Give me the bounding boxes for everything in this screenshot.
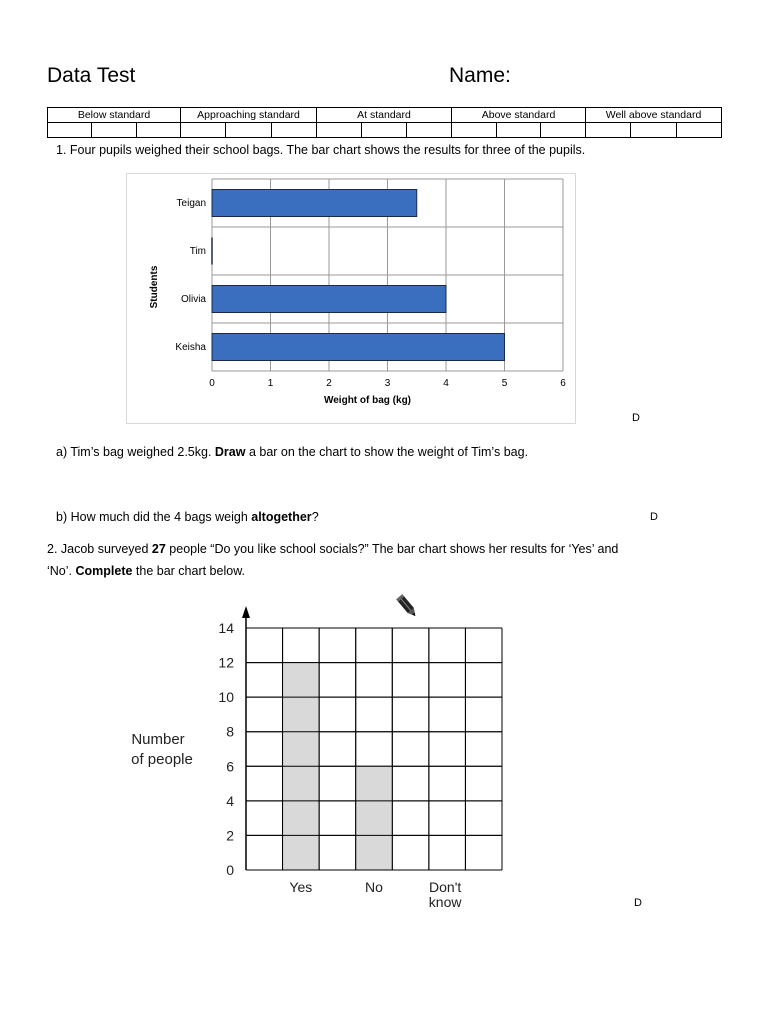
y-tick-label: 4 bbox=[226, 792, 234, 809]
y-tick-label: 0 bbox=[226, 862, 234, 878]
question-1b bbox=[56, 510, 319, 524]
standard-label: Approaching standard bbox=[181, 108, 317, 123]
question-2-line-1 bbox=[47, 542, 618, 556]
y-tick-label: 12 bbox=[218, 654, 234, 671]
x-axis-label: Weight of bag (kg) bbox=[323, 395, 412, 406]
mark-d: D bbox=[632, 412, 640, 424]
standards-table bbox=[47, 107, 722, 138]
q1a-text-end: a bar on the chart to show the weight of Tim’s bag. bbox=[245, 445, 529, 459]
q2-bold-complete: Complete bbox=[75, 564, 133, 578]
y-axis-label: Number bbox=[131, 731, 185, 748]
bar bbox=[212, 190, 417, 217]
name-label: Name: bbox=[449, 64, 511, 87]
y-tick-label: Olivia bbox=[180, 294, 206, 305]
survey-chart-svg bbox=[118, 592, 518, 922]
x-tick-label: know bbox=[428, 894, 462, 910]
question-2-line-2 bbox=[47, 564, 245, 578]
y-axis-arrow bbox=[242, 606, 250, 618]
bar bbox=[212, 286, 446, 313]
standard-box[interactable] bbox=[631, 123, 676, 138]
standard-label: Well above standard bbox=[586, 108, 722, 123]
standard-box[interactable] bbox=[181, 123, 226, 138]
q2-text-2-end: the bar chart below. bbox=[132, 564, 246, 578]
y-tick-label: Keisha bbox=[175, 342, 206, 353]
standard-box[interactable] bbox=[136, 123, 180, 138]
x-tick-label: 6 bbox=[560, 378, 566, 389]
x-tick-label: 1 bbox=[267, 378, 274, 389]
mark-d: D bbox=[634, 897, 642, 909]
standard-box[interactable] bbox=[586, 123, 631, 138]
y-tick-label: Tim bbox=[189, 246, 206, 257]
mark-d: D bbox=[650, 511, 658, 523]
standard-box[interactable] bbox=[541, 123, 586, 138]
y-axis-label: Students bbox=[149, 265, 160, 309]
standard-label: At standard bbox=[317, 108, 452, 123]
q1b-bold: altogether bbox=[251, 510, 312, 524]
standards-box-row bbox=[48, 123, 722, 138]
page-title: Data Test bbox=[47, 64, 136, 87]
weight-chart-svg bbox=[127, 174, 577, 425]
y-tick-label: 2 bbox=[226, 827, 234, 844]
bar bbox=[212, 334, 505, 361]
y-tick-label: 6 bbox=[226, 758, 234, 775]
y-tick-label: 8 bbox=[226, 723, 234, 740]
x-tick-label: Don't bbox=[429, 879, 462, 895]
y-tick-label: 10 bbox=[218, 689, 234, 706]
standard-label: Below standard bbox=[48, 108, 181, 123]
y-axis-label: of people bbox=[131, 751, 193, 768]
x-tick-label: 5 bbox=[501, 378, 508, 389]
survey-bar-chart bbox=[118, 592, 518, 922]
q1a-text: a) Tim’s bag weighed 2.5kg. bbox=[56, 445, 215, 459]
standard-box[interactable] bbox=[362, 123, 407, 138]
standards-label-row bbox=[48, 108, 722, 123]
y-tick-label: Teigan bbox=[176, 198, 206, 209]
question-1a bbox=[56, 445, 528, 459]
x-tick-label: 3 bbox=[384, 378, 391, 389]
standard-box[interactable] bbox=[496, 123, 541, 138]
standard-label: Above standard bbox=[452, 108, 586, 123]
standard-box[interactable] bbox=[676, 123, 721, 138]
x-tick-label: No bbox=[365, 879, 383, 895]
standard-box[interactable] bbox=[271, 123, 316, 138]
q2-text-2: ‘No’. bbox=[47, 564, 76, 578]
standard-box[interactable] bbox=[92, 123, 136, 138]
bar bbox=[356, 766, 392, 870]
q2-text: 2. Jacob surveyed bbox=[47, 542, 152, 556]
standard-box[interactable] bbox=[407, 123, 452, 138]
weight-bar-chart bbox=[126, 173, 576, 424]
x-tick-label: 2 bbox=[326, 378, 332, 389]
standard-box[interactable] bbox=[452, 123, 497, 138]
standard-box[interactable] bbox=[226, 123, 271, 138]
q1b-text-end: ? bbox=[311, 510, 319, 524]
x-tick-label: 0 bbox=[209, 378, 215, 389]
q1a-bold: Draw bbox=[214, 445, 246, 459]
q2-text-mid: people “Do you like school socials?” The bar chart shows her results for ‘Yes’ and bbox=[165, 542, 619, 556]
standard-box[interactable] bbox=[317, 123, 362, 138]
standard-box[interactable] bbox=[48, 123, 92, 138]
question-1: 1. Four pupils weighed their school bags. The bar chart shows the results for three of the pupils. bbox=[56, 143, 586, 157]
q2-bold-count: 27 bbox=[151, 542, 166, 556]
x-tick-label: 4 bbox=[443, 378, 449, 389]
y-tick-label: 14 bbox=[218, 620, 234, 636]
q1b-text: b) How much did the 4 bags weigh bbox=[56, 510, 252, 524]
x-tick-label: Yes bbox=[289, 879, 313, 895]
